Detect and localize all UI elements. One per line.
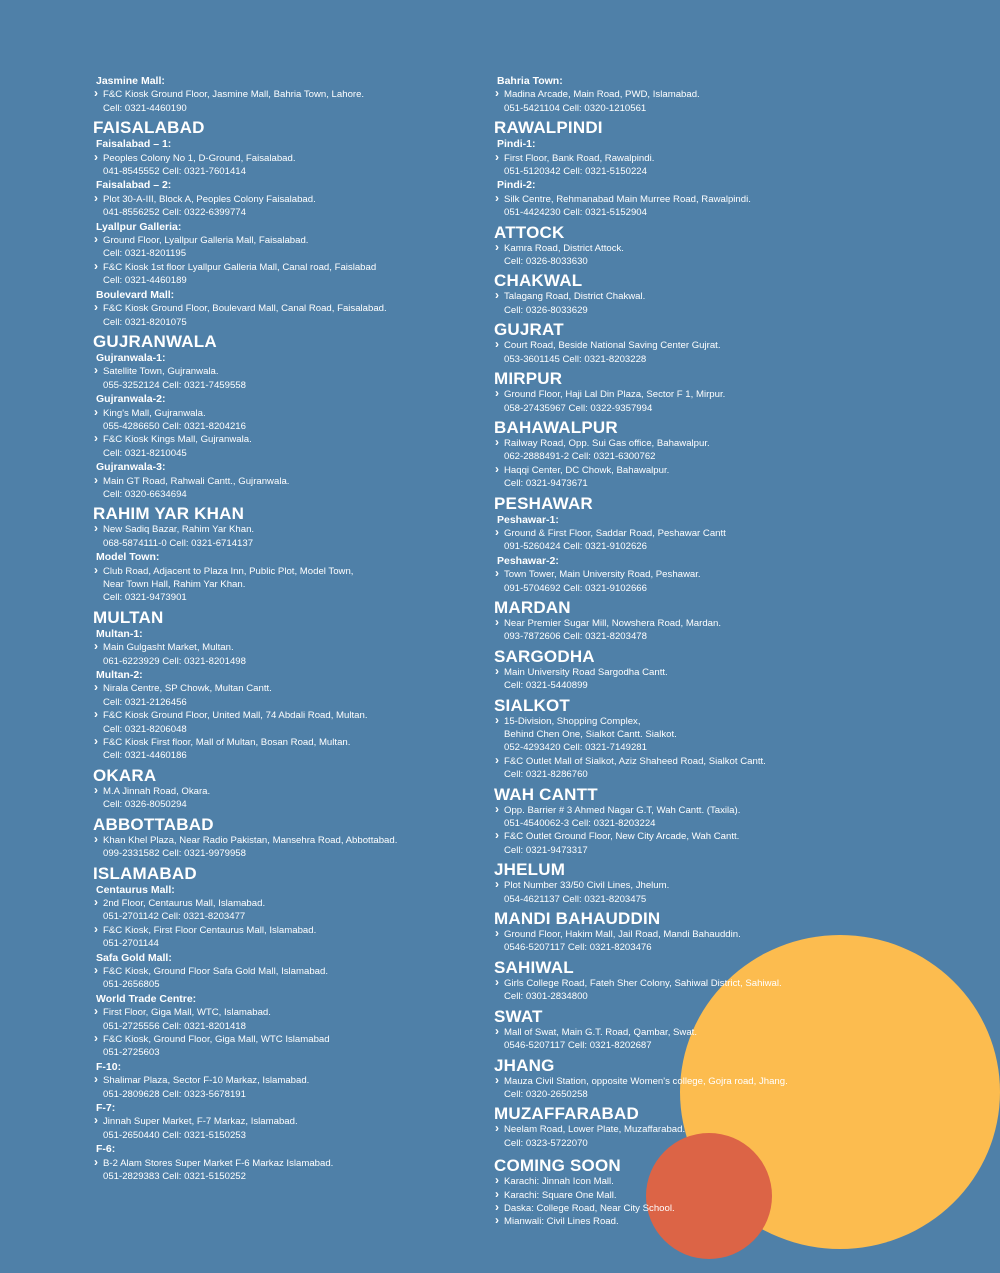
address-entry	[494, 715, 954, 755]
branch-name: F-7:	[96, 1102, 116, 1114]
address-line: › Ground Floor, Haji Lal Din Plaza, Sector F 1, Mirpur.	[504, 389, 726, 401]
address-line: Behind Chen One, Sialkot Cantt. Sialkot.	[504, 729, 677, 740]
city-heading: FAISALABAD	[93, 118, 205, 138]
address-line: › Opp. Barrier # 3 Ahmed Nagar G.T, Wah Cantt. (Taxila).	[504, 804, 741, 816]
address-entry	[93, 897, 473, 924]
address-entry	[93, 152, 473, 179]
address-line: 051-5421104 Cell: 0320-1210561	[504, 102, 647, 114]
address-entry	[93, 709, 473, 736]
address-entry	[93, 365, 473, 392]
address-line: › Ground Floor, Hakim Mall, Jail Road, Mandi Bahauddin.	[504, 929, 741, 941]
address-entry	[93, 1074, 473, 1101]
coming-soon-heading: COMING SOON	[494, 1156, 621, 1176]
address-line: 058-27435967 Cell: 0322-9357994	[504, 402, 653, 414]
city-heading: GUJRANWALA	[93, 331, 217, 351]
address-line: › Plot Number 33/50 Civil Lines, Jhelum.	[504, 880, 670, 892]
address-line: 051-2656805	[103, 979, 160, 991]
city-heading: ABBOTTABAD	[93, 814, 214, 834]
city-section	[93, 332, 473, 501]
address-entry	[93, 1157, 473, 1184]
address-entry	[494, 568, 954, 595]
address-line: › Ground & First Floor, Saddar Road, Peshawar Cantt	[504, 527, 726, 539]
address-line: Cell: 0321-9473671	[504, 478, 588, 490]
address-line: Cell: 0321-2126456	[103, 696, 187, 708]
address-entry	[93, 1115, 473, 1142]
address-line: Cell: 0321-8201195	[103, 248, 187, 260]
address-line: › F&C Kiosk Ground Floor, United Mall, 74 Abdali Road, Multan.	[103, 710, 368, 722]
address-line: › Jinnah Super Market, F-7 Markaz, Islamabad.	[103, 1116, 298, 1128]
address-entry	[494, 242, 954, 269]
city-section	[494, 418, 954, 491]
city-section	[494, 494, 954, 595]
address-entry	[93, 261, 473, 288]
address-line: 051-2809628 Cell: 0323-5678191	[103, 1088, 246, 1100]
address-line: 051-2725603	[103, 1047, 160, 1059]
address-line: 051-2725556 Cell: 0321-8201418	[103, 1020, 246, 1032]
address-entry	[494, 879, 954, 906]
address-line: › Main Gulgasht Market, Multan.	[103, 642, 234, 654]
coming-soon-text: › Karachi: Jinnah Icon Mall.	[504, 1176, 614, 1188]
city-section	[93, 815, 473, 861]
address-entry	[93, 641, 473, 668]
address-line: 0546-5207117 Cell: 0321-8202687	[504, 1040, 652, 1052]
address-line: › F&C Kiosk, Ground Floor Safa Gold Mall, Islamabad.	[103, 965, 329, 977]
address-line: 053-3601145 Cell: 0321-8203228	[504, 353, 647, 365]
city-section	[494, 118, 954, 219]
address-line: 091-5260424 Cell: 0321-9102626	[504, 541, 647, 553]
address-entry	[494, 804, 954, 831]
city-heading: SARGODHA	[494, 646, 595, 666]
address-line: Cell: 0320-6634694	[103, 488, 187, 500]
address-line: 091-5704692 Cell: 0321-9102666	[504, 582, 647, 594]
branch-name: World Trade Centre:	[96, 992, 197, 1005]
address-line: 093-7872606 Cell: 0321-8203478	[504, 631, 647, 643]
branch-name: Multan-1:	[96, 627, 143, 640]
city-section	[494, 1056, 954, 1102]
address-line: › Club Road, Adjacent to Plaza Inn, Public Plot, Model Town,	[103, 565, 354, 577]
address-line: › B-2 Alam Stores Super Market F-6 Markaz Islamabad.	[103, 1157, 334, 1169]
address-line: › 15-Division, Shopping Complex,	[504, 715, 641, 727]
address-entry	[93, 234, 473, 261]
address-line: 0546-5207117 Cell: 0321-8203476	[504, 942, 652, 954]
coming-soon-item	[494, 1175, 954, 1188]
address-line: › Satellite Town, Gujranwala.	[103, 366, 219, 378]
address-entry	[494, 666, 954, 693]
city-heading: SAHIWAL	[494, 957, 574, 977]
address-line: Cell: 0321-9473317	[504, 844, 588, 856]
city-section	[494, 271, 954, 317]
city-section	[494, 75, 954, 115]
address-line: 055-4286650 Cell: 0321-8204216	[103, 420, 246, 432]
coming-soon-section	[494, 1156, 954, 1229]
address-line: 051-5120342 Cell: 0321-5150224	[504, 166, 647, 178]
address-entry	[494, 830, 954, 857]
address-line: 051-2650440 Cell: 0321-5150253	[103, 1129, 246, 1141]
branch-name: Faisalabad – 1:	[96, 138, 172, 151]
branch-name: Safa Gold Mall:	[96, 951, 172, 964]
address-line: 041-8556252 Cell: 0322-6399774	[103, 207, 246, 219]
branch-name: Jasmine Mall:	[96, 75, 165, 87]
branch-name: Pindi-2:	[497, 179, 536, 192]
address-line: › Mauza Civil Station, opposite Women's college, Gojra road, Jhang.	[504, 1075, 788, 1087]
city-section	[494, 647, 954, 693]
address-entry	[93, 1006, 473, 1033]
address-line: 041-8545552 Cell: 0321-7601414	[103, 166, 246, 178]
address-entry	[494, 339, 954, 366]
address-line: Near Town Hall, Rahim Yar Khan.	[103, 579, 246, 590]
address-line: Cell: 0321-9473901	[103, 592, 187, 604]
address-line: Cell: 0321-8210045	[103, 447, 187, 459]
city-section	[494, 958, 954, 1004]
coming-soon-text: › Daska: College Road, Near City School.	[504, 1202, 675, 1214]
address-line: › Ground Floor, Lyallpur Galleria Mall, Faisalabad.	[103, 235, 309, 247]
address-entry	[494, 928, 954, 955]
city-section	[93, 608, 473, 763]
coming-soon-item	[494, 1189, 954, 1202]
branch-name: Boulevard Mall:	[96, 288, 175, 301]
address-line: Cell: 0326-8033629	[504, 304, 588, 316]
address-line: › Plot 30-A-III, Block A, Peoples Colony Faisalabad.	[103, 193, 316, 205]
city-section	[494, 1104, 954, 1150]
address-line: 051-2701142 Cell: 0321-8203477	[103, 911, 246, 923]
address-entry	[494, 437, 954, 464]
address-line: 051-4424230 Cell: 0321-5152904	[504, 207, 647, 219]
coming-soon-text: › Mianwali: Civil Lines Road.	[504, 1216, 619, 1228]
address-entry	[93, 523, 473, 550]
address-line: › F&C Kiosk, Ground Floor, Giga Mall, WTC Islamabad	[103, 1033, 330, 1045]
city-heading: MARDAN	[494, 597, 571, 617]
city-heading: CHAKWAL	[494, 271, 583, 291]
city-heading: WAH CANTT	[494, 784, 598, 804]
address-entry	[494, 388, 954, 415]
address-line: › Main University Road Sargodha Cantt.	[504, 666, 668, 678]
address-line: Cell: 0323-5722070	[504, 1137, 588, 1149]
city-section	[494, 909, 954, 955]
address-line: › F&C Kiosk, First Floor Centaurus Mall, Islamabad.	[103, 924, 317, 936]
address-line: › Girls College Road, Fateh Sher Colony, Sahiwal District, Sahiwal.	[504, 977, 782, 989]
address-entry	[494, 464, 954, 491]
city-heading: GUJRAT	[494, 320, 564, 340]
branch-name: Gujranwala-3:	[96, 461, 166, 474]
city-heading: PESHAWAR	[494, 493, 593, 513]
address-line: › Neelam Road, Lower Plate, Muzaffarabad.	[504, 1124, 686, 1136]
address-entry	[93, 736, 473, 763]
address-line: › Railway Road, Opp. Sui Gas office, Bahawalpur.	[504, 437, 710, 449]
address-line: 051-2701144	[103, 938, 159, 950]
coming-soon-item	[494, 1215, 954, 1228]
address-entry	[494, 1123, 954, 1150]
address-line: 099-2331582 Cell: 0321-9979958	[103, 848, 246, 860]
branch-name: Centaurus Mall:	[96, 883, 175, 896]
city-heading: RAHIM YAR KHAN	[93, 504, 245, 524]
address-entry	[93, 88, 473, 115]
address-line: › First Floor, Bank Road, Rawalpindi.	[504, 152, 655, 164]
address-entry	[93, 682, 473, 709]
city-heading: BAHAWALPUR	[494, 417, 618, 437]
left-column	[93, 74, 473, 1183]
branch-name: Gujranwala-1:	[96, 351, 166, 364]
city-section	[494, 860, 954, 906]
address-line: › First Floor, Giga Mall, WTC, Islamabad.	[103, 1007, 271, 1019]
address-entry	[93, 193, 473, 220]
address-entry	[93, 965, 473, 992]
city-heading: RAWALPINDI	[494, 118, 603, 138]
address-entry	[93, 834, 473, 861]
address-line: › Nirala Centre, SP Chowk, Multan Cantt.	[103, 683, 272, 695]
branch-name: Multan-2:	[96, 669, 143, 682]
address-line: Cell: 0321-4460186	[103, 750, 187, 762]
address-line: › M.A Jinnah Road, Okara.	[103, 785, 211, 797]
city-heading: ATTOCK	[494, 222, 565, 242]
address-line: Cell: 0321-4460189	[103, 275, 187, 287]
coming-soon-item	[494, 1202, 954, 1215]
address-line: › Town Tower, Main University Road, Peshawar.	[504, 569, 701, 581]
address-line: › Khan Khel Plaza, Near Radio Pakistan, Mansehra Road, Abbottabad.	[103, 834, 398, 846]
city-heading: MUZAFFARABAD	[494, 1104, 639, 1124]
branch-name: Peshawar-2:	[497, 554, 559, 567]
city-heading: JHANG	[494, 1055, 555, 1075]
address-line: › Shalimar Plaza, Sector F-10 Markaz, Islamabad.	[103, 1075, 310, 1087]
address-line: › Haqqi Center, DC Chowk, Bahawalpur.	[504, 464, 670, 476]
branch-name: Bahria Town:	[497, 75, 563, 87]
address-entry	[494, 290, 954, 317]
address-entry	[93, 407, 473, 434]
city-heading: SWAT	[494, 1006, 543, 1026]
address-line: Cell: 0321-8286760	[504, 769, 588, 781]
address-entry	[93, 565, 473, 605]
address-line: 054-4621137 Cell: 0321-8203475	[504, 893, 647, 905]
address-line: Cell: 0326-8050294	[103, 799, 187, 811]
city-section	[494, 223, 954, 269]
address-line: › F&C Outlet Ground Floor, New City Arcade, Wah Cantt.	[504, 831, 740, 843]
city-heading: ISLAMABAD	[93, 863, 197, 883]
address-line: › F&C Kiosk Ground Floor, Jasmine Mall, Bahria Town, Lahore.	[103, 89, 365, 101]
address-entry	[494, 755, 954, 782]
address-entry	[93, 1033, 473, 1060]
address-line: 068-5874111-0 Cell: 0321-6714137	[103, 537, 254, 549]
city-section	[494, 696, 954, 782]
city-section	[494, 369, 954, 415]
address-line: 051-4540062-3 Cell: 0321-8203224	[504, 818, 656, 830]
address-entry	[93, 433, 473, 460]
address-line: › F&C Outlet Mall of Sialkot, Aziz Shaheed Road, Sialkot Cantt.	[504, 755, 766, 767]
address-entry	[93, 302, 473, 329]
address-entry	[494, 527, 954, 554]
branch-name: Peshawar-1:	[497, 513, 559, 526]
address-entry	[494, 1026, 954, 1053]
city-section	[93, 504, 473, 604]
address-line: › Talagang Road, District Chakwal.	[504, 291, 646, 303]
address-line: 062-2888491-2 Cell: 0321-6300762	[504, 451, 656, 463]
address-line: 055-3252124 Cell: 0321-7459558	[103, 379, 246, 391]
address-line: 061-6223929 Cell: 0321-8201498	[103, 655, 246, 667]
branch-name: F-6:	[96, 1143, 116, 1156]
address-line: › New Sadiq Bazar, Rahim Yar Khan.	[103, 524, 255, 536]
address-line: › Peoples Colony No 1, D-Ground, Faisalabad.	[103, 152, 296, 164]
city-section	[93, 864, 473, 1184]
city-section	[93, 75, 473, 115]
address-line: › Kamra Road, District Attock.	[504, 242, 624, 254]
address-entry	[494, 617, 954, 644]
city-section	[494, 320, 954, 366]
address-line: › F&C Kiosk 1st floor Lyallpur Galleria Mall, Canal road, Faislabad	[103, 261, 377, 273]
address-line: Cell: 0321-8201075	[103, 316, 187, 328]
address-line: › King's Mall, Gujranwala.	[103, 407, 206, 419]
right-column	[494, 74, 954, 1229]
address-entry	[494, 88, 954, 115]
address-entry	[494, 152, 954, 179]
branch-name: F-10:	[96, 1060, 122, 1073]
address-entry	[93, 924, 473, 951]
branch-name: Lyallpur Galleria:	[96, 220, 182, 233]
city-section	[494, 785, 954, 858]
city-section	[93, 118, 473, 329]
city-heading: MIRPUR	[494, 369, 563, 389]
branch-name: Gujranwala-2:	[96, 393, 166, 406]
address-line: › Court Road, Beside National Saving Center Gujrat.	[504, 340, 721, 352]
address-entry	[93, 475, 473, 502]
coming-soon-text: › Karachi: Square One Mall.	[504, 1189, 617, 1201]
address-line: › 2nd Floor, Centaurus Mall, Islamabad.	[103, 897, 266, 909]
address-entry	[494, 977, 954, 1004]
address-entry	[494, 193, 954, 220]
address-line: › Mall of Swat, Main G.T. Road, Qambar, Swat.	[504, 1026, 698, 1038]
address-line: › F&C Kiosk Ground Floor, Boulevard Mall, Canal Road, Faisalabad.	[103, 303, 387, 315]
address-line: Cell: 0320-2650258	[504, 1088, 588, 1100]
address-line: Cell: 0301-2834800	[504, 991, 588, 1003]
branch-name: Faisalabad – 2:	[96, 179, 172, 192]
city-heading: JHELUM	[494, 860, 566, 880]
address-line: 051-2829383 Cell: 0321-5150252	[103, 1171, 246, 1183]
city-heading: MULTAN	[93, 607, 164, 627]
branch-name: Model Town:	[96, 551, 160, 564]
address-line: › F&C Kiosk Kings Mall, Gujranwala.	[103, 434, 252, 446]
address-line: › Madina Arcade, Main Road, PWD, Islamabad.	[504, 89, 700, 101]
address-line: Cell: 0326-8033630	[504, 256, 588, 268]
city-section	[494, 1007, 954, 1053]
address-line: Cell: 0321-4460190	[103, 102, 187, 114]
address-line: Cell: 0321-5440899	[504, 680, 588, 692]
address-line: › Near Premier Sugar Mill, Nowshera Road, Mardan.	[504, 617, 722, 629]
city-heading: MANDI BAHAUDDIN	[494, 909, 661, 929]
address-line: 052-4293420 Cell: 0321-7149281	[504, 742, 647, 754]
address-line: › Main GT Road, Rahwali Cantt., Gujranwala.	[103, 475, 290, 487]
city-heading: OKARA	[93, 765, 157, 785]
address-entry	[93, 785, 473, 812]
city-section	[494, 598, 954, 644]
address-entry	[494, 1075, 954, 1102]
address-line: › Silk Centre, Rehmanabad Main Murree Road, Rawalpindi.	[504, 193, 751, 205]
city-section	[93, 766, 473, 812]
address-line: Cell: 0321-8206048	[103, 723, 187, 735]
branch-name: Pindi-1:	[497, 138, 536, 151]
city-heading: SIALKOT	[494, 695, 571, 715]
address-line: › F&C Kiosk First floor, Mall of Multan, Bosan Road, Multan.	[103, 737, 351, 749]
